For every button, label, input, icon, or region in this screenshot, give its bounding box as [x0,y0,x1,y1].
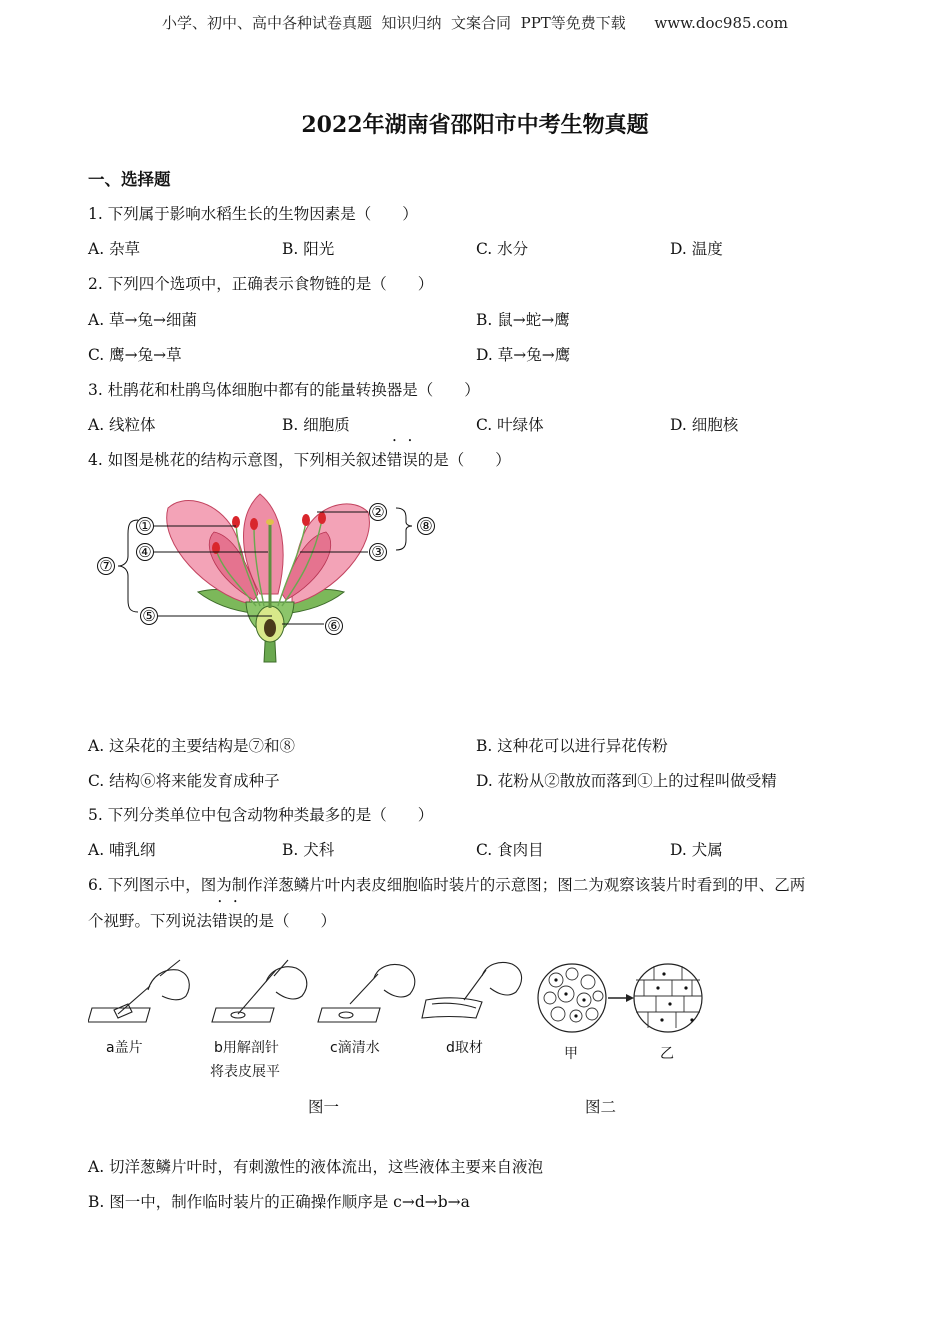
flower-label-8: ⑧ [419,517,433,535]
q5-option-a: A. 哺乳纲 [88,841,156,859]
figure-1-caption: 图一 [308,1098,340,1116]
q4-stem-emphasis-1: 错 [386,451,403,469]
q6-stem-emphasis-2: 误 [227,912,244,930]
q4-stem-emphasis-2: 误 [402,451,418,469]
q6-stem-post: 的是（ ） [243,912,337,930]
q1-option-a: A. 杂草 [88,240,141,258]
q4-option-d: D. 花粉从②散放而落到①上的过程叫做受精 [476,772,777,790]
section-heading: 一、选择题 [88,170,171,189]
view-label-jia: 甲 [564,1046,578,1062]
flower-label-7: ⑦ [99,557,113,575]
step-d-label: d取材 [446,1040,483,1056]
q1-option-d: D. 温度 [670,240,723,258]
q2-option-a: A. 草→兔→细菌 [88,311,198,329]
flower-label-5: ⑤ [142,607,156,625]
q3-option-b: B. 细胞质 [282,416,350,434]
q6-option-b: B. 图一中，制作临时装片的正确操作顺序是 c→d→b→a [88,1193,470,1211]
q4-stem-post: 的是（ ） [417,451,511,469]
q3-option-c: C. 叶绿体 [476,416,544,434]
q6-option-a: A. 切洋葱鳞片叶时，有刺激性的液体流出，这些液体主要来自液泡 [88,1158,544,1176]
slide-preparation-steps-figure [88,956,528,1032]
step-b-label: b用解剖针 [214,1040,279,1056]
q2-option-b: B. 鼠→蛇→鹰 [476,311,570,329]
q3-option-a: A. 线粒体 [88,416,156,434]
microscope-views-figure [536,960,708,1040]
q2-option-c: C. 鹰→兔→草 [88,346,182,364]
q6-stem-emphasis-1: 错 [212,912,228,930]
q1-option-b: B. 阳光 [282,240,335,258]
question-1-stem: 1. 下列属于影响水稻生长的生物因素是（ ） [88,205,418,223]
question-4-stem [88,448,511,470]
flower-label-3: ③ [371,543,385,561]
step-b-label-line-2: 将表皮展平 [210,1064,280,1080]
page-header: 小学、初中、高中各种试卷真题 知识归纳 文案合同 PPT等免费下载 www.doc985.com [161,14,788,32]
q5-option-c: C. 食肉目 [476,841,544,859]
q5-option-b: B. 犬科 [282,841,335,859]
flower-label-1: ① [138,517,152,535]
question-6-stem-line-2 [88,909,336,931]
figure-2-caption: 图二 [585,1098,617,1116]
peach-flower-diagram [88,484,448,674]
step-c-label: c滴清水 [330,1040,380,1056]
question-6-stem-line-1: 6. 下列图示中，图为制作洋葱鳞片叶内表皮细胞临时装片的示意图；图二为观察该装片时看到的甲、乙两 [88,876,806,894]
flower-label-2: ② [371,503,385,521]
q4-stem-pre: 4. 如图是桃花的结构示意图，下列相关叙述 [88,451,387,469]
flower-label-4: ④ [138,543,152,561]
flower-label-6: ⑥ [327,617,341,635]
page-title: 2022年湖南省邵阳市中考生物真题 [301,112,649,138]
step-a-label: a盖片 [106,1040,143,1056]
q2-option-d: D. 草→兔→鹰 [476,346,571,364]
q4-option-a: A. 这朵花的主要结构是⑦和⑧ [88,737,296,755]
q3-option-d: D. 细胞核 [670,416,739,434]
view-label-yi: 乙 [660,1046,674,1062]
q4-option-b: B. 这种花可以进行异花传粉 [476,737,668,755]
q6-stem-pre: 个视野。下列说法 [88,912,213,930]
question-2-stem: 2. 下列四个选项中，正确表示食物链的是（ ） [88,275,434,293]
q5-option-d: D. 犬属 [670,841,723,859]
question-5-stem: 5. 下列分类单位中包含动物种类最多的是（ ） [88,806,434,824]
question-3-stem: 3. 杜鹃花和杜鹃鸟体细胞中都有的能量转换器是（ ） [88,381,480,399]
q1-option-c: C. 水分 [476,240,529,258]
q4-option-c: C. 结构⑥将来能发育成种子 [88,772,280,790]
